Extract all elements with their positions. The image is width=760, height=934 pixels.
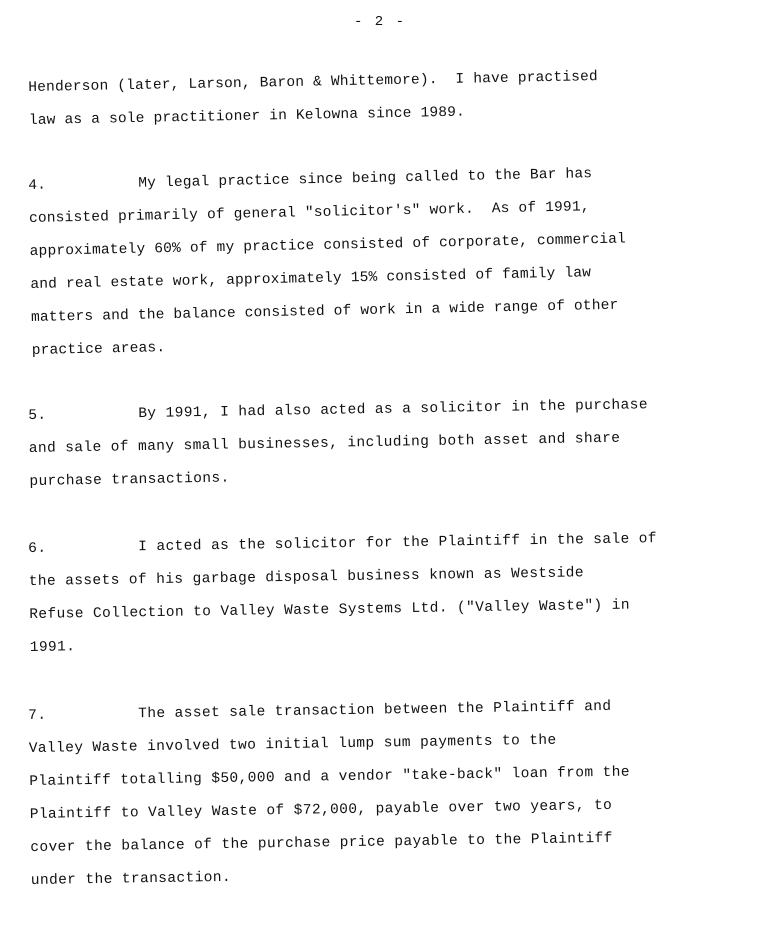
paragraph-line: Valley Waste involved two initial lump sum payments to the bbox=[28, 732, 557, 757]
paragraph-line: matters and the balance consisted of work in a wide range of other bbox=[30, 297, 619, 326]
paragraph-line: and real estate work, approximately 15% consisted of family law bbox=[30, 265, 592, 293]
paragraph-line: By 1991, I had also acted as a solicitor in the purchase bbox=[138, 397, 649, 423]
paragraph-6 bbox=[28, 522, 730, 665]
paragraph-5 bbox=[28, 388, 730, 499]
paragraph-line: Henderson (later, Larson, Baron & Whittemore). I have practised bbox=[28, 69, 599, 96]
paragraph-line: My legal practice since being called to the Bar has bbox=[138, 166, 593, 192]
paragraph-number: 5. bbox=[28, 407, 47, 424]
paragraph-line: purchase transactions. bbox=[29, 470, 230, 490]
paragraph-line: approximately 60% of my practice consisted of corporate, commercial bbox=[29, 231, 627, 260]
paragraph-line: law as a sole practitioner in Kelowna since 1989. bbox=[28, 104, 466, 129]
paragraph-line: the assets of his garbage disposal business known as Westside bbox=[28, 565, 585, 590]
paragraph-line: practice areas. bbox=[31, 340, 166, 359]
paragraph-line: Refuse Collection to Valley Waste Systems Ltd. ("Valley Waste") in bbox=[29, 597, 631, 623]
paragraph-line: I acted as the solicitor for the Plaintiff in the sale of bbox=[138, 531, 658, 556]
page-number: - 2 - bbox=[353, 14, 406, 30]
paragraph-4 bbox=[28, 155, 732, 368]
paragraph-line: under the transaction. bbox=[30, 869, 232, 889]
paragraph-line: 1991. bbox=[29, 639, 76, 656]
paragraph-continuation bbox=[28, 59, 729, 138]
paragraph-number: 6. bbox=[28, 540, 47, 557]
paragraph-number: 7. bbox=[28, 707, 47, 724]
paragraph-line: The asset sale transaction between the Plaintiff and bbox=[138, 698, 612, 723]
paragraph-line: consisted primarily of general "solicitor's" work. As of 1991, bbox=[28, 199, 590, 227]
paragraph-line: Plaintiff to Valley Waste of $72,000, payable over two years, to bbox=[29, 797, 613, 823]
paragraph-7 bbox=[28, 689, 731, 898]
paragraph-line: Plaintiff totalling $50,000 and a vendor "take-back" loan from the bbox=[29, 764, 631, 790]
paragraph-number: 4. bbox=[28, 177, 47, 194]
paragraph-line: cover the balance of the purchase price payable to the Plaintiff bbox=[30, 830, 613, 856]
paragraph-line: and sale of many small businesses, including both asset and share bbox=[28, 430, 621, 457]
